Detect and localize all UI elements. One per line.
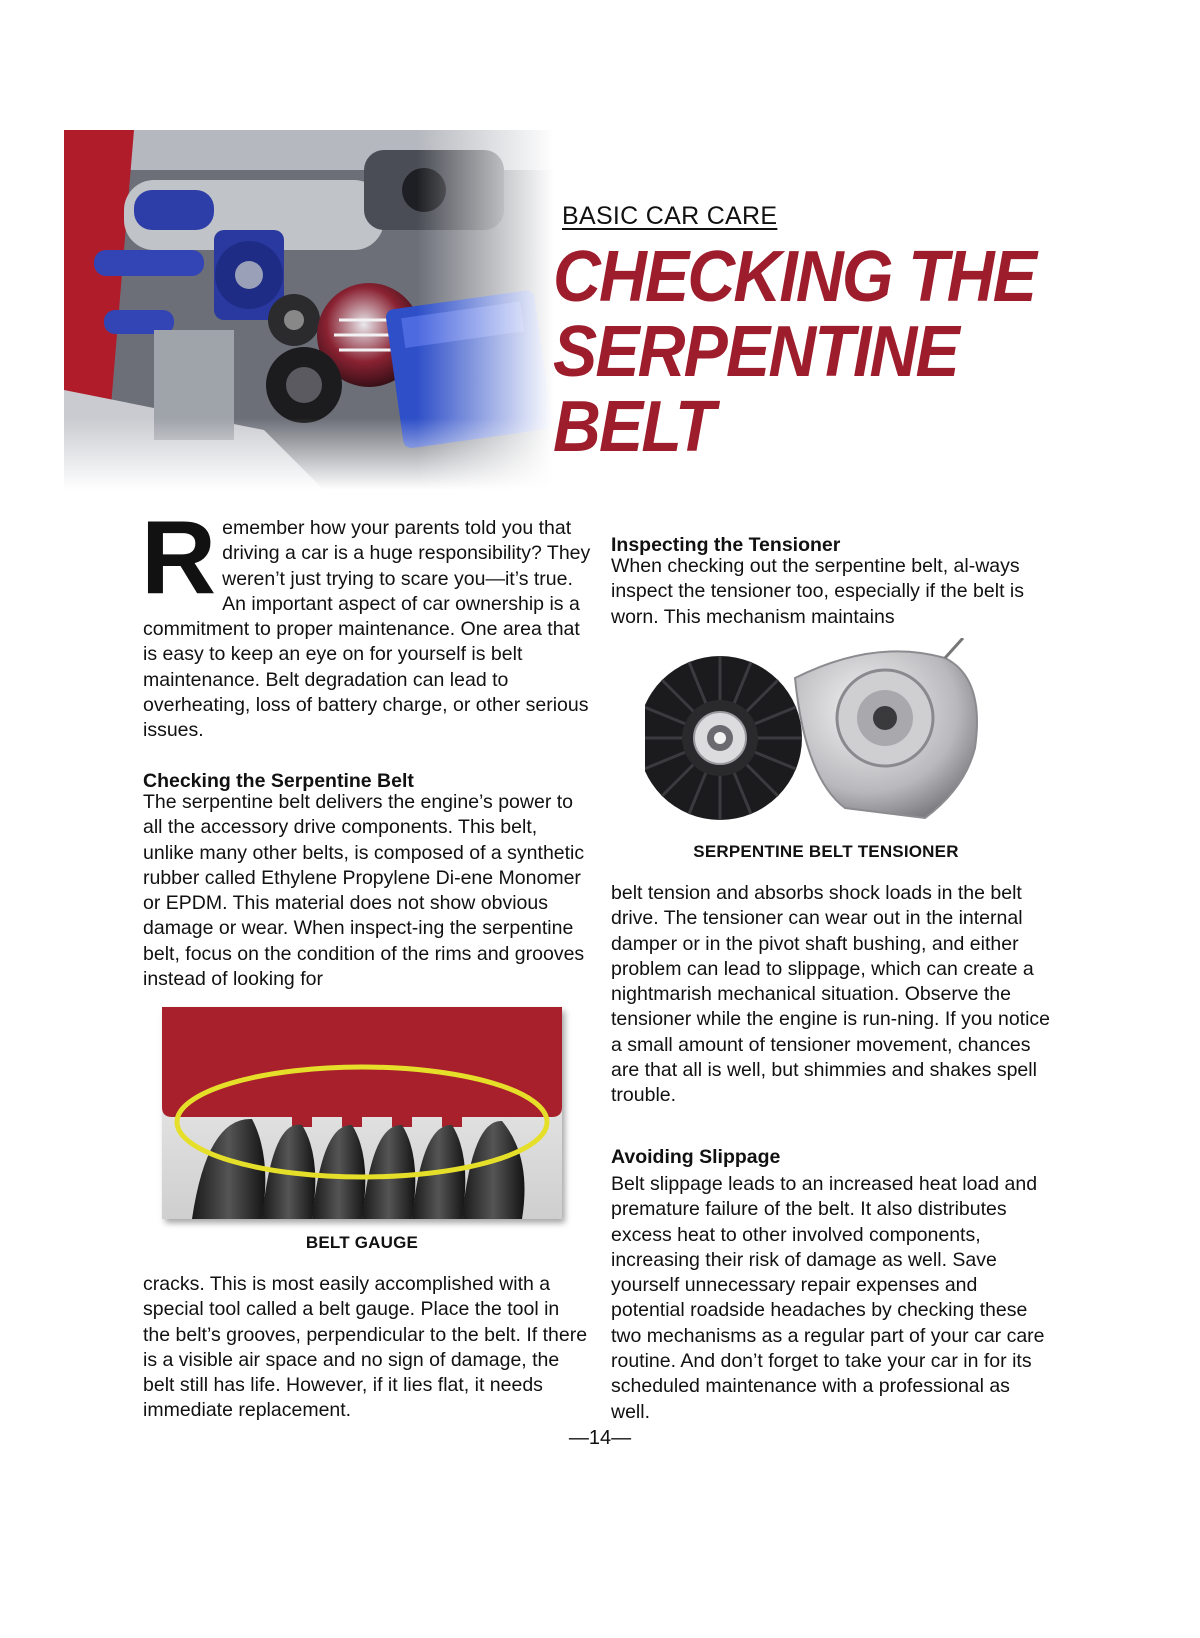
slippage-text: Belt slippage leads to an increased heat load and premature failure of the belt. It also distributes excess heat to other involved components, increasing their risk of damage as well. Save yourself unnecessary repair expenses and potential roadside headaches by checking these two mechanisms as a regular part of your car care routine. And don’t forget to take your car in for its scheduled maintenance with a professional as well. <box>611 1173 1045 1423</box>
slippage-paragraph <box>611 1172 1051 1425</box>
tensioner-text-2: belt tension and absorbs shock loads in the belt drive. The tensioner can wear out in the internal damper or in the pivot shaft bushing, and either problem can lead to slippage, which can create a nightmarish mechanical situation. Observe the tensioner while the engine is run-ning. If you notice a small amount of tensioner movement, chances are that all is well, but shimmies and shakes spell trouble. <box>611 882 1051 1107</box>
intro-paragraph <box>141 500 591 744</box>
drop-cap: R <box>141 500 217 616</box>
belt-gauge-photo <box>162 1007 562 1219</box>
tensioner-caption: SERPENTINE BELT TENSIONER <box>693 842 959 861</box>
tensioner-text-1: When checking out the serpentine belt, al-ways inspect the tensioner too, especially if the belt is worn. This mechanism maintains <box>611 555 1024 628</box>
tensioner-paragraph-1 <box>611 554 1041 630</box>
heading-checking-belt: Checking the Serpentine Belt <box>143 770 414 793</box>
heading-inspecting-tensioner: Inspecting the Tensioner <box>611 534 841 557</box>
engine-bay-photo <box>64 130 554 490</box>
checking-paragraph-1 <box>143 790 591 992</box>
checking-paragraph-2 <box>143 1272 591 1424</box>
section-kicker: BASIC CAR CARE <box>562 202 778 230</box>
belt-gauge-caption: BELT GAUGE <box>305 1233 419 1252</box>
intro-text: emember how your parents told you that driving a car is a huge responsibility? They weren’t just trying to scare you—it’s true. An important aspect of car ownership is a commitment to proper maintenance. One area that is easy to keep an eye on for yourself is belt maintenance. Belt degradation can lead to overheating, loss of battery charge, or other serious issues. <box>143 517 591 742</box>
title-line-3: BELT <box>553 387 714 467</box>
belt-tensioner-photo <box>645 638 1025 838</box>
checking-text-2: cracks. This is most easily accomplished with a special tool called a belt gauge. Place the tool in the belt’s grooves, perpendicular to the belt. If there is a visible air space and no sign of damage, the belt still has life. However, if it lies flat, it needs immediate replacement. <box>143 1273 588 1422</box>
tensioner-paragraph-2 <box>611 881 1051 1109</box>
checking-text-1: The serpentine belt delivers the engine’s power to all the accessory drive components. This belt, unlike many other belts, is composed of a synthetic rubber called Ethylene Propylene Di-ene Monomer or EPDM. This material does not show obvious damage or wear. When inspect-ing the serpentine belt, focus on the condition of the rims and grooves instead of looking for <box>143 791 585 991</box>
heading-avoiding-slippage: Avoiding Slippage <box>611 1146 781 1169</box>
title-line-1: CHECKING THE <box>553 237 1036 317</box>
page-number: —14— <box>568 1427 632 1449</box>
page-title <box>553 237 1105 467</box>
title-line-2: SERPENTINE <box>553 312 958 392</box>
